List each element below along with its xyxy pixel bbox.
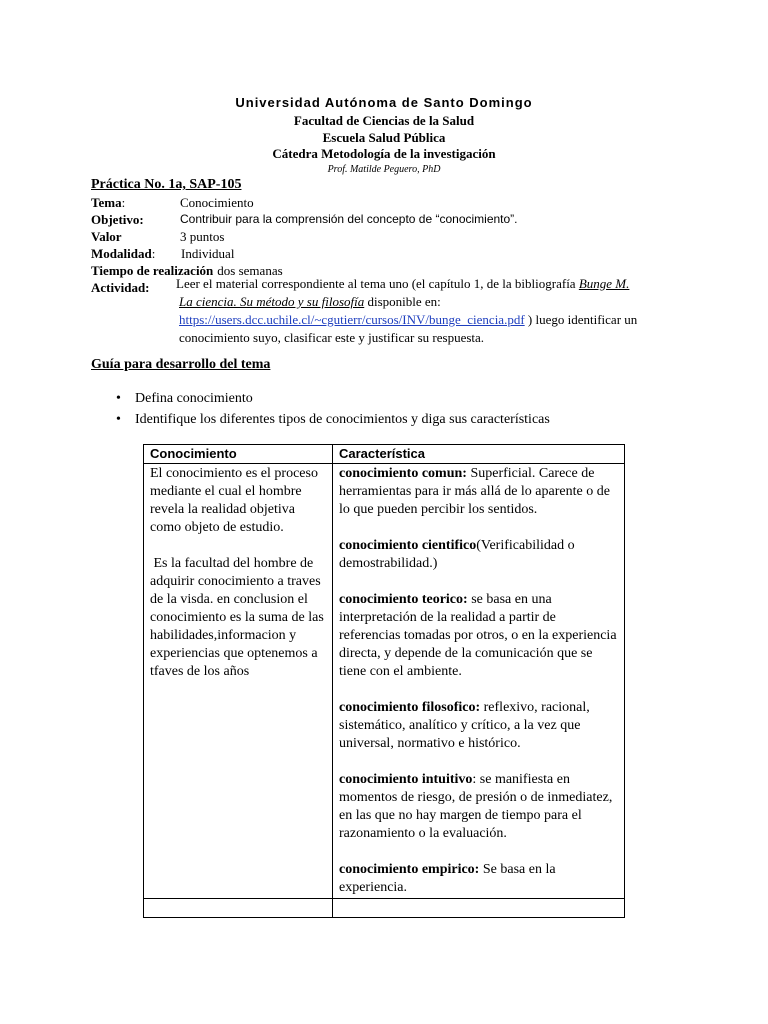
knowledge-type-term: conocimiento filosofico:	[339, 700, 481, 715]
list-item: • Defina conocimiento	[116, 388, 550, 409]
column-header-conocimiento: Conocimiento	[144, 445, 333, 464]
objetivo-row	[91, 211, 518, 228]
university-title: Universidad Autónoma de Santo Domingo	[235, 95, 533, 110]
objetivo-label: Objetivo:	[91, 212, 144, 227]
characteristics-cell	[333, 464, 625, 899]
knowledge-type-term: conocimiento intuitivo	[339, 772, 473, 787]
actividad-text	[176, 275, 669, 347]
knowledge-type-item: conocimiento intuitivo: se manifiesta en momentos de riesgo, de presión o de inmediatez, en las que no hay margen de tiempo para el razonamiento o la evaluación.	[339, 772, 613, 841]
chair-title: Cátedra Metodología de la investigación	[272, 146, 496, 161]
professor-name: Prof. Matilde Peguero, PhD	[327, 164, 441, 175]
actividad-line-1: Leer el material correspondiente al tema uno (el capítulo 1, de la bibliografía Bunge M.	[176, 276, 630, 291]
guia-title: Guía para desarrollo del tema	[91, 357, 271, 372]
bullet-icon: •	[116, 391, 121, 406]
actividad-line-4: conocimiento suyo, clasificar este y justificar su respuesta.	[179, 330, 485, 345]
objetivo-value: Contribuir para la comprensión del concepto de “conocimiento”.	[180, 212, 518, 226]
empty-cell	[333, 899, 625, 918]
tiempo-label: Tiempo de realización	[91, 263, 214, 278]
modalidad-value: Individual	[181, 246, 235, 261]
modalidad-row	[91, 245, 283, 262]
knowledge-type-item: conocimiento comun: Superficial. Carece de herramientas para ir más allá de lo aparente o de lo que pueden percibir los sentidos.	[339, 466, 610, 517]
knowledge-type-term: conocimiento comun:	[339, 466, 467, 481]
valor-value: 3 puntos	[180, 229, 225, 244]
knowledge-type-item: conocimiento empirico: Se basa en la experiencia.	[339, 862, 556, 895]
knowledge-type-item: conocimiento teorico: se basa en una interpretación de la realidad a partir de referencias tomadas por otros, o en la experiencia directa, y depende de la comunicación que se tiene con el ambiente.	[339, 592, 617, 679]
bibliography-link[interactable]: https://users.dcc.uchile.cl/~cgutierr/cursos/INV/bunge_ciencia.pdf	[179, 312, 525, 327]
tema-label: Tema	[91, 195, 122, 210]
knowledge-type-term: conocimiento empirico:	[339, 862, 480, 877]
knowledge-type-term: conocimiento cientifico	[339, 538, 477, 553]
tema-row	[91, 194, 283, 211]
knowledge-table	[143, 444, 625, 918]
tema-value: Conocimiento	[180, 195, 254, 210]
actividad-label: Actividad:	[91, 280, 150, 295]
guide-bullet-list	[116, 388, 550, 430]
bullet-icon: •	[116, 412, 121, 427]
knowledge-type-item: conocimiento cientifico(Verificabilidad o demostrabilidad.)	[339, 538, 575, 571]
practica-title: Práctica No. 1a, SAP-105	[91, 177, 242, 192]
definition-paragraph: Es la facultad del hombre de adquirir conocimiento a traves de la visda. en conclusion el conocimiento es la suma de las habilidades,informacion y experiencias que optenemos a tfaves de los años	[150, 556, 328, 679]
column-header-caracteristica: Característica	[333, 445, 625, 464]
definition-cell	[144, 464, 333, 899]
actividad-line-3: https://users.dcc.uchile.cl/~cgutierr/cursos/INV/bunge_ciencia.pdf ) luego identificar un	[179, 312, 638, 327]
table-row	[144, 464, 625, 899]
bibliography-reference: Bunge M.	[578, 276, 630, 291]
modalidad-colon: :	[151, 246, 156, 261]
tiempo-value: dos semanas	[217, 263, 283, 278]
bibliography-title: La ciencia. Su método y su filosofía	[179, 294, 365, 309]
valor-row	[91, 228, 283, 245]
knowledge-type-item: conocimiento filosofico: reflexivo, racional, sistemático, analítico y crítico, a la vez que universal, normativo e histórico.	[339, 700, 590, 751]
valor-label: Valor	[91, 229, 122, 244]
faculty-title: Facultad de Ciencias de la Salud	[293, 113, 475, 128]
table-header-row	[144, 445, 625, 464]
modalidad-label: Modalidad	[91, 246, 152, 261]
list-item: • Identifique los diferentes tipos de conocimientos y diga sus características	[116, 409, 550, 430]
school-title: Escuela Salud Pública	[322, 130, 446, 145]
definition-paragraph: El conocimiento es el proceso mediante el cual el hombre revela la realidad objetiva como objeto de estudio.	[150, 466, 318, 535]
empty-cell	[144, 899, 333, 918]
tema-colon: :	[121, 195, 126, 210]
actividad-line-2: La ciencia. Su método y su filosofía disponible en:	[179, 294, 441, 309]
table-row	[144, 899, 625, 918]
knowledge-type-term: conocimiento teorico:	[339, 592, 468, 607]
